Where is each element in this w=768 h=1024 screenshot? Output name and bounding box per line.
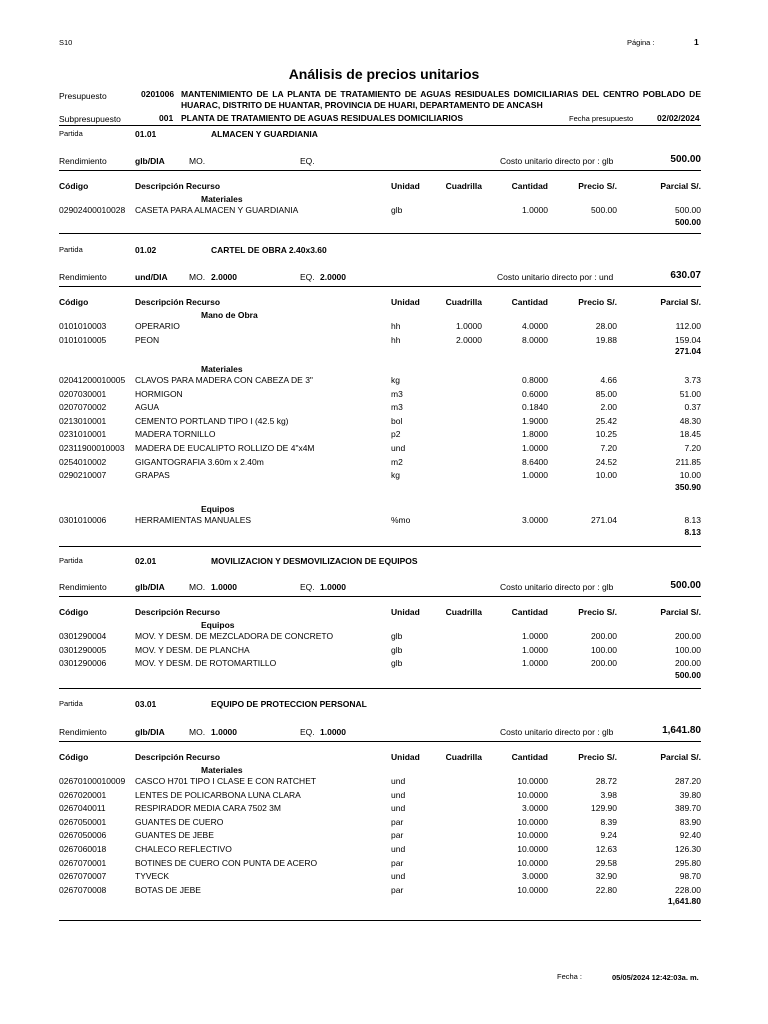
group-title: Equipos	[201, 620, 235, 630]
cell-codigo: 02902400010028	[59, 205, 126, 215]
col-cuadrilla: Cuadrilla	[445, 297, 482, 307]
rendimiento-label: Rendimiento	[59, 272, 107, 282]
col-descripcion: Descripción Recurso	[135, 181, 221, 191]
cell-parcial: 126.30	[675, 844, 701, 854]
cell-parcial: 51.00	[679, 388, 701, 399]
divider	[59, 546, 701, 547]
cell-unidad: par	[391, 830, 404, 841]
page-title: Análisis de precios unitarios	[288, 66, 480, 82]
mo-label: MO.	[189, 272, 206, 282]
cell-descripcion: BOTAS DE JEBE	[135, 884, 201, 895]
cell-cuadrilla: 2.0000	[456, 334, 482, 345]
cell-parcial: 200.00	[675, 631, 701, 641]
costo-value: 500.00	[670, 154, 701, 165]
cell-unidad: und	[391, 443, 406, 453]
cell-unidad: und	[391, 844, 406, 854]
cell-codigo: 0231010001	[59, 429, 107, 440]
cell-precio: 22.80	[595, 884, 617, 895]
cell-codigo: 0301290004	[59, 631, 107, 641]
cell-cantidad: 3.0000	[522, 803, 548, 814]
cell-precio: 200.00	[591, 658, 617, 669]
group-title: Materiales	[201, 765, 243, 775]
rendimiento-unit: glb/DIA	[135, 727, 165, 737]
costo-value: 1,641.80	[662, 725, 701, 736]
col-precio: Precio S/.	[578, 297, 617, 307]
cell-cantidad: 10.0000	[517, 816, 548, 827]
cell-cantidad: 1.0000	[522, 631, 548, 641]
cell-precio: 25.42	[595, 415, 617, 426]
cell-parcial: 8.13	[684, 515, 701, 525]
cell-unidad: par	[391, 857, 404, 868]
cell-codigo: 0301290006	[59, 658, 107, 669]
cell-parcial: 159.04	[675, 334, 701, 345]
cell-parcial: 389.70	[675, 803, 701, 814]
cell-unidad: p2	[391, 429, 401, 440]
partida-name: CARTEL DE OBRA 2.40x3.60	[211, 245, 327, 255]
cell-cantidad: 3.0000	[522, 871, 548, 882]
cell-codigo: 0267070007	[59, 871, 107, 882]
cell-codigo: 0254010002	[59, 456, 107, 467]
cell-precio: 29.58	[595, 857, 617, 868]
costo-value: 500.00	[670, 580, 701, 591]
cell-descripcion: CLAVOS PARA MADERA CON CABEZA DE 3"	[135, 375, 313, 385]
cell-descripcion: LENTES DE POLICARBONA LUNA CLARA	[135, 789, 301, 800]
cell-descripcion: MADERA TORNILLO	[135, 429, 216, 440]
cell-codigo: 02311900010003	[59, 443, 125, 453]
mo-label: MO.	[189, 727, 206, 737]
cell-parcial: 10.00	[679, 470, 701, 481]
cell-precio: 7.20	[600, 443, 617, 453]
presupuesto-name-line-1: MANTENIMIENTO DE LA PLANTA DE TRATAMIENTO DE AGUAS RESIDUALES DOMICILIARIAS DEL CENTRO POBLADO DE	[181, 89, 701, 99]
costo-label: Costo unitario directo por : glb	[500, 727, 614, 737]
cell-descripcion: CASCO H701 TIPO I CLASE E CON RATCHET	[135, 776, 317, 786]
fecha-presupuesto: 02/02/2024	[657, 113, 700, 123]
eq-label: EQ.	[300, 727, 315, 737]
col-parcial: Parcial S/.	[660, 181, 701, 191]
cell-descripcion: OPERARIO	[135, 321, 180, 331]
header-divider	[59, 125, 701, 126]
cell-precio: 19.88	[595, 334, 617, 345]
cell-descripcion: GIGANTOGRAFIA 3.60m x 2.40m	[135, 456, 264, 467]
cell-cantidad: 0.6000	[522, 388, 548, 399]
cell-precio: 28.00	[595, 321, 617, 331]
cell-parcial: 7.20	[684, 443, 701, 453]
eq-value: 1.0000	[320, 582, 346, 592]
eq-value: 2.0000	[320, 272, 346, 282]
cell-unidad: %mo	[391, 515, 411, 525]
cell-precio: 85.00	[595, 388, 617, 399]
cell-descripcion: GUANTES DE CUERO	[135, 816, 224, 827]
mo-label: MO.	[189, 156, 206, 166]
cell-descripcion: MADERA DE EUCALIPTO ROLLIZO DE 4"x4M	[135, 443, 315, 453]
divider	[59, 741, 701, 742]
cell-unidad: par	[391, 884, 404, 895]
cell-cantidad: 0.8000	[522, 375, 548, 385]
cell-descripcion: MOV. Y DESM. DE ROTOMARTILLO	[135, 658, 277, 669]
col-codigo: Código	[59, 181, 89, 191]
cell-descripcion: CEMENTO PORTLAND TIPO I (42.5 kg)	[135, 415, 289, 426]
cell-unidad: hh	[391, 334, 401, 345]
cell-cantidad: 8.6400	[522, 456, 548, 467]
group-total: 271.04	[675, 346, 701, 357]
col-descripcion: Descripción Recurso	[135, 752, 221, 762]
cell-descripcion: CASETA PARA ALMACEN Y GUARDIANIA	[135, 205, 299, 215]
cell-precio: 12.63	[595, 844, 617, 854]
footer-fecha-label: Fecha :	[557, 972, 583, 981]
cell-codigo: 0301290005	[59, 644, 107, 655]
group-title: Materiales	[201, 194, 243, 204]
cell-unidad: und	[391, 871, 406, 882]
cell-unidad: und	[391, 776, 406, 786]
rendimiento-unit: glb/DIA	[135, 156, 165, 166]
cell-parcial: 211.85	[675, 456, 701, 467]
mo-label: MO.	[189, 582, 206, 592]
cell-cantidad: 1.0000	[522, 658, 548, 669]
partida-label: Partida	[59, 556, 83, 565]
rendimiento-label: Rendimiento	[59, 727, 107, 737]
cell-cantidad: 10.0000	[517, 844, 548, 854]
presupuesto-code: 0201006	[141, 89, 175, 99]
presupuesto-name-line-2: HUARAC, DISTRITO DE HUANTAR, PROVINCIA DE HUARI, DEPARTAMENTO DE ANCASH	[181, 100, 543, 110]
cell-descripcion: GUANTES DE JEBE	[135, 830, 214, 841]
cell-descripcion: MOV. Y DESM. DE MEZCLADORA DE CONCRETO	[135, 631, 334, 641]
fecha-presupuesto-label: Fecha presupuesto	[569, 114, 634, 123]
cell-precio: 271.04	[591, 515, 617, 525]
cell-descripcion: MOV. Y DESM. DE PLANCHA	[135, 644, 250, 655]
col-codigo: Código	[59, 297, 89, 307]
cell-unidad: par	[391, 816, 404, 827]
divider	[59, 920, 701, 921]
col-cuadrilla: Cuadrilla	[445, 607, 482, 617]
cell-codigo: 0207070002	[59, 402, 107, 413]
cell-cuadrilla: 1.0000	[456, 321, 482, 331]
divider	[59, 170, 701, 171]
cell-cantidad: 10.0000	[517, 857, 548, 868]
col-parcial: Parcial S/.	[660, 752, 701, 762]
rendimiento-label: Rendimiento	[59, 156, 107, 166]
cell-cantidad: 8.0000	[522, 334, 548, 345]
cell-cantidad: 3.0000	[522, 515, 548, 525]
cell-descripcion: HORMIGON	[135, 388, 183, 399]
cell-precio: 3.98	[600, 789, 617, 800]
divider	[59, 233, 701, 234]
col-codigo: Código	[59, 752, 89, 762]
cell-cantidad: 1.9000	[522, 415, 548, 426]
col-codigo: Código	[59, 607, 89, 617]
col-unidad: Unidad	[391, 297, 420, 307]
partida-code: 03.01	[135, 699, 157, 709]
cell-codigo: 0301010006	[59, 515, 107, 525]
cell-unidad: glb	[391, 631, 403, 641]
cell-descripcion: PEON	[135, 334, 160, 345]
col-unidad: Unidad	[391, 752, 420, 762]
cell-unidad: und	[391, 789, 406, 800]
eq-label: EQ.	[300, 272, 315, 282]
cell-unidad: glb	[391, 205, 403, 215]
cell-precio: 8.39	[600, 816, 617, 827]
partida-name: EQUIPO DE PROTECCION PERSONAL	[211, 699, 367, 709]
system-code: S10	[59, 38, 73, 47]
footer-fecha-value: 05/05/2024 12:42:03a. m.	[612, 973, 699, 982]
cell-cantidad: 1.0000	[522, 443, 548, 453]
cell-codigo: 0267060018	[59, 844, 107, 854]
cell-cantidad: 10.0000	[517, 884, 548, 895]
cell-cantidad: 1.8000	[522, 429, 548, 440]
cell-descripcion: BOTINES DE CUERO CON PUNTA DE ACERO	[135, 857, 318, 868]
cell-parcial: 48.30	[679, 415, 701, 426]
cell-descripcion: HERRAMIENTAS MANUALES	[135, 515, 252, 525]
cell-unidad: glb	[391, 644, 403, 655]
mo-value: 1.0000	[211, 582, 237, 592]
cell-descripcion: GRAPAS	[135, 470, 170, 481]
cell-precio: 24.52	[595, 456, 617, 467]
partida-label: Partida	[59, 129, 83, 138]
cell-parcial: 18.45	[679, 429, 701, 440]
group-total: 500.00	[675, 669, 701, 680]
cell-precio: 10.25	[595, 429, 617, 440]
group-total: 350.90	[675, 481, 701, 492]
cell-precio: 200.00	[591, 631, 617, 641]
cell-parcial: 295.80	[675, 857, 701, 868]
cell-cantidad: 1.0000	[522, 205, 548, 215]
cell-parcial: 100.00	[675, 644, 701, 655]
cell-cantidad: 4.0000	[522, 321, 548, 331]
cell-parcial: 3.73	[684, 375, 701, 385]
subpresupuesto-code: 001	[159, 113, 174, 123]
cell-codigo: 0101010003	[59, 321, 107, 331]
cell-codigo: 02670100010009	[59, 776, 126, 786]
cell-unidad: glb	[391, 658, 403, 669]
cell-descripcion: AGUA	[135, 402, 160, 413]
cell-parcial: 287.20	[675, 776, 701, 786]
rendimiento-label: Rendimiento	[59, 582, 107, 592]
cell-codigo: 0267050001	[59, 816, 107, 827]
costo-value: 630.07	[670, 270, 701, 281]
partida-name: MOVILIZACION Y DESMOVILIZACION DE EQUIPOS	[211, 556, 418, 566]
cell-parcial: 98.70	[679, 871, 701, 882]
divider	[59, 596, 701, 597]
cell-parcial: 92.40	[679, 830, 701, 841]
col-precio: Precio S/.	[578, 752, 617, 762]
col-cantidad: Cantidad	[511, 752, 548, 762]
rendimiento-unit: glb/DIA	[135, 582, 165, 592]
cell-unidad: m3	[391, 402, 403, 413]
col-unidad: Unidad	[391, 181, 420, 191]
group-total: 8.13	[684, 526, 701, 537]
group-title: Mano de Obra	[201, 310, 258, 320]
cell-precio: 32.90	[595, 871, 617, 882]
cell-precio: 9.24	[600, 830, 617, 841]
cell-precio: 100.00	[591, 644, 617, 655]
col-parcial: Parcial S/.	[660, 297, 701, 307]
group-total: 500.00	[675, 216, 701, 227]
cell-codigo: 0267070008	[59, 884, 107, 895]
cell-precio: 28.72	[595, 776, 617, 786]
partida-code: 02.01	[135, 556, 157, 566]
mo-value: 1.0000	[211, 727, 237, 737]
cell-unidad: bol	[391, 415, 403, 426]
cell-codigo: 0267050006	[59, 830, 107, 841]
group-title: Equipos	[201, 504, 235, 514]
col-descripcion: Descripción Recurso	[135, 297, 221, 307]
cell-precio: 4.66	[600, 375, 617, 385]
cell-unidad: m2	[391, 456, 403, 467]
cell-descripcion: TYVECK	[135, 871, 170, 882]
col-unidad: Unidad	[391, 607, 420, 617]
eq-value: 1.0000	[320, 727, 346, 737]
cell-codigo: 0267070001	[59, 857, 107, 868]
cell-parcial: 112.00	[675, 321, 701, 331]
cell-cantidad: 1.0000	[522, 644, 548, 655]
cell-parcial: 200.00	[675, 658, 701, 669]
partida-code: 01.02	[135, 245, 157, 255]
cell-parcial: 83.90	[679, 816, 701, 827]
rendimiento-unit: und/DIA	[135, 272, 168, 282]
col-cantidad: Cantidad	[511, 181, 548, 191]
costo-label: Costo unitario directo por : glb	[500, 156, 614, 166]
col-precio: Precio S/.	[578, 607, 617, 617]
cell-cantidad: 1.0000	[522, 470, 548, 481]
col-cuadrilla: Cuadrilla	[445, 752, 482, 762]
costo-label: Costo unitario directo por : und	[497, 272, 614, 282]
cell-unidad: kg	[391, 375, 400, 385]
cell-codigo: 0213010001	[59, 415, 107, 426]
partida-label: Partida	[59, 699, 83, 708]
subpresupuesto-label: Subpresupuesto	[59, 114, 121, 124]
eq-label: EQ.	[300, 156, 315, 166]
group-total: 1,641.80	[667, 896, 701, 907]
cell-cantidad: 0.1840	[522, 402, 548, 413]
cell-unidad: m3	[391, 388, 403, 399]
partida-label: Partida	[59, 245, 83, 254]
cell-codigo: 0290210007	[59, 470, 107, 481]
cell-parcial: 39.80	[679, 789, 701, 800]
cell-codigo: 0207030001	[59, 388, 107, 399]
partida-name: ALMACEN Y GUARDIANIA	[211, 129, 318, 139]
cell-codigo: 0101010005	[59, 334, 107, 345]
cell-codigo: 02041200010005	[59, 375, 126, 385]
partida-code: 01.01	[135, 129, 157, 139]
cell-unidad: und	[391, 803, 406, 814]
mo-value: 2.0000	[211, 272, 237, 282]
cell-parcial: 0.37	[684, 402, 701, 413]
cell-unidad: kg	[391, 470, 400, 481]
cell-parcial: 228.00	[675, 884, 701, 895]
col-cuadrilla: Cuadrilla	[445, 181, 482, 191]
col-parcial: Parcial S/.	[660, 607, 701, 617]
costo-label: Costo unitario directo por : glb	[500, 582, 614, 592]
divider	[59, 688, 701, 689]
divider	[59, 286, 701, 287]
col-precio: Precio S/.	[578, 181, 617, 191]
cell-codigo: 0267020001	[59, 789, 107, 800]
col-cantidad: Cantidad	[511, 607, 548, 617]
cell-precio: 10.00	[595, 470, 617, 481]
presupuesto-label: Presupuesto	[59, 91, 107, 101]
cell-descripcion: RESPIRADOR MEDIA CARA 7502 3M	[135, 803, 281, 814]
cell-cantidad: 10.0000	[517, 789, 548, 800]
page-label: Página :	[627, 38, 655, 47]
cell-cantidad: 10.0000	[517, 830, 548, 841]
cell-parcial: 500.00	[675, 205, 701, 215]
cell-precio: 2.00	[600, 402, 617, 413]
cell-unidad: hh	[391, 321, 401, 331]
subpresupuesto-name: PLANTA DE TRATAMIENTO DE AGUAS RESIDUALES DOMICILIARIOS	[181, 113, 464, 123]
col-cantidad: Cantidad	[511, 297, 548, 307]
col-descripcion: Descripción Recurso	[135, 607, 221, 617]
page-number: 1	[694, 37, 699, 47]
cell-descripcion: CHALECO REFLECTIVO	[135, 844, 232, 854]
eq-label: EQ.	[300, 582, 315, 592]
cell-precio: 500.00	[591, 205, 617, 215]
cell-codigo: 0267040011	[59, 803, 106, 814]
cell-precio: 129.90	[591, 803, 617, 814]
cell-cantidad: 10.0000	[517, 776, 548, 786]
group-title: Materiales	[201, 364, 243, 374]
